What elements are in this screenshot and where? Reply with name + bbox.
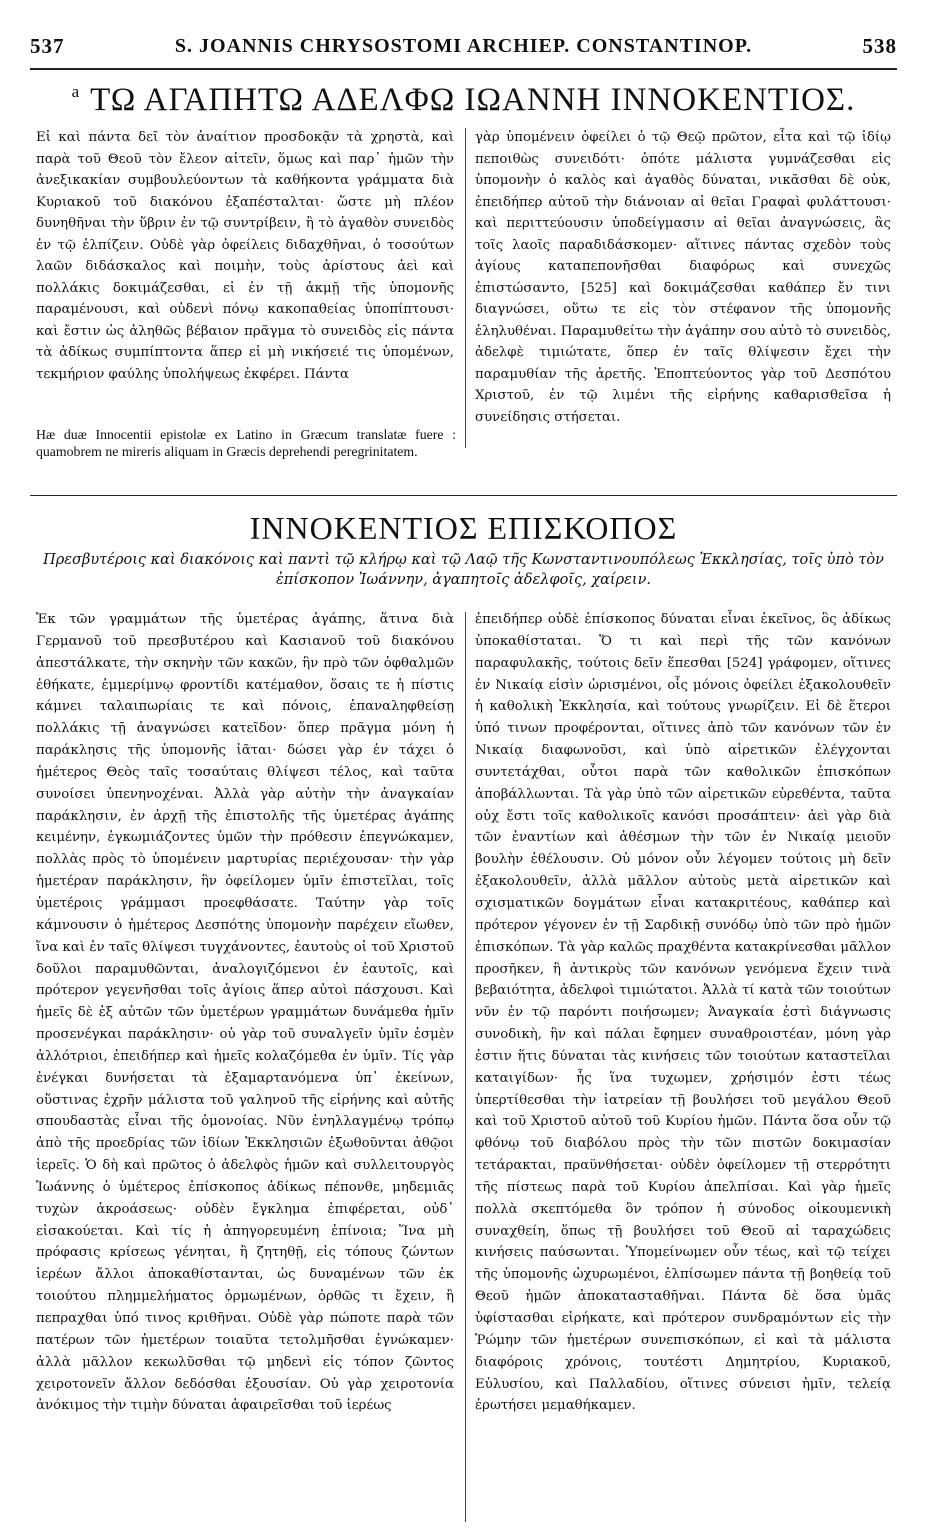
letter1-title-text: ΤΩ ΑΓΑΠΗΤΩ ΑΔΕΛΦΩ ΙΩΑΝΝΗ ΙΝΝΟΚΕΝΤΙΟΣ. [90, 82, 856, 118]
letter1-left-text: Εἰ καὶ πάντα δεῖ τὸν ἀναίτιον προσδοκᾷν τὰ χρηστὰ, καὶ παρὰ τοῦ Θεοῦ τὸν ἔλεον αἰτεῖν, ὅμως καὶ παρ᾽ ἡμῶν τὴν ἀνεξικακίαν συμβουλεύοντων τὰ καθήκοντα γράμματα διὰ Κυριακοῦ τοῦ διακόνου ἐξαπέσταλται· ὥστε μὴ πλέον δυνηθῆναι τὴν ὕβριν ἐν τῷ συντρίβειν, ἢ τὸ ἀγαθὸν συνειδὸς ἐν τῷ ἐλπίζειν. Οὐδὲ γὰρ ὀφείλεις διδαχθῆναι, ὁ τοσούτων λαῶν διδάσκαλος καὶ ποιμὴν, τοὺς ἀρίστους ἀεὶ καὶ πολλάκις δοκιμάζεσθαι, εἰ ἐν τῇ ἀκμῇ τῆς ὑπομονῆς παραμένουσι, καὶ οὐδενὶ πόνῳ κακοπαθείας ὑποπίπτουσι· καὶ ἔστιν ὡς ἀληθῶς βέβαιον πρᾶγμα τὸ συνειδὸς εἰς πάντα τὰ ἀδίκως συμπίπτοντα ἅπερ εἰ μὴ νικήσειέ τις ὑπομένων, τεκμήριον φαύλης ὑπολήψεως ἐκφέρει. Πάντα [36, 130, 454, 382]
letter1-title [0, 82, 927, 119]
column-divider [465, 128, 466, 448]
letter2-column-right [475, 609, 891, 1417]
letter2-title: ΙΝΝΟΚΕΝΤΙΟΣ ΕΠΙΣΚΟΠΟΣ [249, 510, 678, 546]
letter2-column-left [36, 609, 454, 1417]
letter1-column-right [475, 127, 891, 428]
running-title: S. JOANNIS CHRYSOSTOMI ARCHIEP. CONSTANTINOP. [174, 34, 753, 57]
section-rule [30, 495, 897, 496]
running-header [30, 28, 897, 64]
header-rule [30, 68, 897, 70]
letter1-right-text: γὰρ ὑπομένειν ὀφείλει ὁ τῷ Θεῷ πρῶτον, εἶτα καὶ τῷ ἰδίῳ πεποιθὼς συνειδότι· ὁπότε μάλιστα γυμνάζεσθαι εἰς ὑπομονὴν ὁ καλὸς καὶ ἀγαθὸς δύναται, νικᾶσθαι δὲ οὐκ, ἐπειδήπερ αὐτοῦ τὴν διάνοιαν αἱ θεῖαι Γραφαὶ φυλάττουσι· καὶ περιττεύουσιν ὑποδείγμασιν αἱ θεῖαι ἀναγνώσεις, ἃς τοῖς λαοῖς παραδιδάσκομεν· αἵτινες πάντας σχεδὸν τοὺς ἁγίους καταπεπονῆσθαι διαφόρως καὶ συνεχῶς ἐπιστώσαντο, [525] καὶ δοκιμάζεσθαι καθάπερ ἔν τινι διαγνώσει, οὕτω τε εἰς τὸν στέφανον τῆς ὑπομονῆς ἐληλυθέναι. Παραμυθείτω τὴν ἀγάπην σου αὐτὸ τὸ συνειδὸς, ἀδελφὲ τιμιώτατε, ὅπερ ἐν ταῖς θλίψεσιν ἔχει τὴν παραμυθίαν τῆς ἀρετῆς. Ἐποπτεύοντος γὰρ τοῦ Δεσπότου Χριστοῦ, ἐν τῷ λιμένι τῆς εἰρήνης καθαρισθεῖσα ἡ συνείδησις στήσεται. [475, 130, 891, 425]
letter2-address: Πρεσβυτέροις καὶ διακόνοις καὶ παντὶ τῷ κλήρῳ καὶ τῷ Λαῷ τῆς Κωνσταντινουπόλεως Ἐκκλησίας, τοῖς ὑπὸ τὸν ἐπίσκοπον Ἰωάννην, ἀγαπητοῖς ἀδελφοῖς, χαίρειν. [43, 552, 884, 588]
column-divider-2 [465, 612, 466, 1522]
page-number-right: 538 [862, 33, 897, 58]
page-number-left: 537 [30, 33, 65, 58]
letter1-column-left [36, 127, 454, 385]
letter2-right-text: ἐπειδήπερ οὐδὲ ἐπίσκοπος δύναται εἶναι ἐκεῖνος, ὃς ἀδίκως ὑποκαθίσταται. Ὅ τι καὶ περὶ τῆς τῶν κανόνων παραφυλακῆς, τούτοις δεῖν ἕπεσθαι [524] γράφομεν, οἵτινες ἐν Νικαίᾳ εἰσὶν ὡρισμένοι, οἷς μόνοις ὀφείλει ἐξακολουθεῖν ἡ καθολικὴ Ἐκκλησία, καὶ τούτους γνωρίζειν. Εἰ δὲ ἕτεροι ὑπό τινων προφέρονται, οἵτινες ἀπὸ τῶν κανόνων τῶν ἐν Νικαίᾳ διαφωνοῦσι, καὶ ὑπὸ αἱρετικῶν ἐλέγχονται συντετάχθαι, οὗτοι παρὰ τῶν καθολικῶν ἐπισκόπων ἀποβάλλωνται. Τὰ γὰρ ὑπὸ τῶν αἱρετικῶν εὑρεθέντα, ταῦτα οὐχ ἔστι τοῖς καθολικοῖς κανόσι προσάπτειν· ἀεὶ γὰρ διὰ τῶν ἐναντίων καὶ ἀθέσμων τὴν τῶν ἐν Νικαίᾳ μειοῦν βουλὴν ἐθέλουσιν. Οὐ μόνον οὖν λέγομεν τούτοις μὴ δεῖν ἐξακολουθεῖν, ἀλλὰ μᾶλλον αὐτοὺς μετὰ αἱρετικῶν καὶ σχισματικῶν δογμάτων εἶναι κατακριτέους, καθάπερ καὶ πρότερον γέγονεν ἐν τῇ Σαρδικῇ συνόδῳ ὑπὸ τῶν πρὸ ἡμῶν ἐπισκόπων. Τὰ γὰρ καλῶς πραχθέντα κατακρίνεσθαι μᾶλλον προσῆκεν, ἢ ἀντικρὺς τῶν κανόνων γενόμενα ἔχειν τινὰ βεβαιότητα, ἀδελφοὶ τιμιώτατοι. Ἀλλὰ τί κατὰ τῶν τοιούτων νῦν ἐν τῷ παρόντι ποιήσωμεν; Ἀναγκαία ἐστὶ διάγνωσις συνοδικὴ, ἣν καὶ πάλαι ἔφημεν συναθροιστέαν, μόνη γὰρ ἐστιν ἥτις δύναται τὰς κινήσεις τῶν τοιούτων καταστεῖλαι καταιγίδων· ἧς ἵνα τυχωμεν, χρήσιμόν ἐστι τέως ὑπερτίθεσθαι τὴν ἰατρείαν τῇ βουλήσει τοῦ μεγάλου Θεοῦ καὶ τοῦ Χριστοῦ αὐτοῦ τοῦ Κυρίου ἡμῶν. Πάντα ὅσα οὖν τῷ φθόνῳ τοῦ διαβόλου πρὸς τὴν τῶν πιστῶν δοκιμασίαν τετάρακται, πραϋνθήσεται· οὐδὲν ὀφείλομεν τῇ στερρότητι τῆς πίστεως παρὰ τοῦ Κυρίου ἀπελπίσαι. Καὶ γὰρ ἡμεῖς πολλὰ σκεπτόμεθα ὃν τρόπον ἡ σύνοδος οἰκουμενικὴ συναχθείη, ὅπως τῇ βουλήσει τοῦ Θεοῦ αἱ ταραχώδεις κινήσεις παύσωνται. Ὑπομείνωμεν οὖν τέως, καὶ τῷ τείχει τῆς ὑπομονῆς ὠχυρωμένοι, ἐλπίσωμεν πάντα τῇ βοηθείᾳ τοῦ Θεοῦ ἡμῶν ἀποκατασταθῆναι. Πάντα δὲ ὅσα ὑμᾶς ὑφίστασθαι εἰρήκατε, καὶ πρότερον συνδραμόντων εἰς τὴν Ῥώμην τῶν ἡμετέρων συνεπισκόπων, εἰ καὶ τὰ μάλιστα διαφόροις χρόνοις, τουτέστι Δημητρίου, Κυριακοῦ, Εὐλυσίου, καὶ Παλλαδίου, οἵτινες σύνεισι ἡμῖν, τελείᾳ ἐρωτήσει μεμαθήκαμεν. [475, 612, 891, 1414]
letter2-left-text: Ἐκ τῶν γραμμάτων τῆς ὑμετέρας ἀγάπης, ἅτινα διὰ Γερμανοῦ τοῦ πρεσβυτέρου καὶ Κασιανοῦ τοῦ διακόνου ἀπεστάλκατε, τὴν σκηνὴν τῶν κακῶν, ἣν πρὸ τῶν ὀφθαλμῶν ἐθήκατε, ἐμμερίμνῳ φροντίδι κατέμαθον, ὅσαις τε ἡ πίστις κάμνει ταλαιπωρίαις τε καὶ πόνοις, ἐπαναληφθείσῃ πολλάκις τῇ ἀναγνώσει κατεῖδον· ὅπερ πρᾶγμα μόνη ἡ παράκλησις τῆς ὑπομονῆς ἰᾶται· δώσει γὰρ ἐν τάχει ὁ ἡμέτερος Θεὸς ταῖς τοσαύταις θλίψεσι τέλος, καὶ ταῦτα συνοίσει ὑπενηνοχέναι. Ἀλλὰ γὰρ αὐτὴν τὴν ἀναγκαίαν παράκλησιν, ἐν ἀρχῇ τῆς ἐπιστολῆς τῆς ὑμετέρας ἀγάπης κειμένην, ἐγκωμιάζοντες ὑμῶν τὴν πρόθεσιν ἐπεγνώκαμεν, πολλὰς πρὸς τὸ ὑπομένειν μαρτυρίας περιέχουσαν· τὴν γὰρ ἡμετέραν παράκλησιν, ἣν ὀφείλομεν ὑμῖν ἐπιστεῖλαι, τοῖς ὑμετέροις γράμμασι προεφθάσατε. Ταύτην γὰρ τοῖς κάμνουσιν ὁ ἡμέτερος Δεσπότης ὑπομονὴν παρέχειν εἴωθεν, ἵνα καὶ ἐν ταῖς θλίψεσι τυγχάνοντες, ἑαυτοὺς οἱ τοῦ Χριστοῦ δοῦλοι παραμυθῶνται, ἀναλογιζόμενοι ἐν ἑαυτοῖς, καὶ πρότερον γεγενῆσθαι τοῖς ἁγίοις ἅπερ αὐτοὶ πάσχουσι. Καὶ ἡμεῖς δὲ ἐξ αὐτῶν τῶν ὑμετέρων γραμμάτων δυνάμεθα ἡμῖν προσενέγκαι παράκλησιν· οὐ γὰρ τοῦ συναλγεῖν ὑμῖν ἐσμὲν ἀλλότριοι, ἐπειδήπερ καὶ ἡμεῖς κολαζόμεθα ἐν ὑμῖν. Τίς γὰρ ἐνέγκαι δυνήσεται τὰ ἐξαμαρτανόμενα ὑπ᾽ ἐκείνων, οὕστινας ἐχρῆν μάλιστα τοῦ γαληνοῦ τῆς εἰρήνης καὶ αὐτῆς σπουδαστὰς εἶναι τῆς ὁμονοίας. Νῦν ἐνηλλαγμένῳ τρόπῳ ἀπὸ τῆς προεδρίας τῶν ἰδίων Ἐκκλησιῶν ἐξωθοῦνται ἀθῷοι ἱερεῖς. Ὁ δὴ καὶ πρῶτος ὁ ἀδελφὸς ἡμῶν καὶ συλλειτουργὸς Ἰωάννης ὁ ὑμέτερος ἐπίσκοπος ἀδίκως πέπονθε, μηδεμιᾶς τυχὼν ἀκροάσεως· οὐδὲν ἔγκλημα ἐπιφέρεται, οὐδ᾽ εἰσακούεται. Καὶ τίς ἡ ἀπηγορευμένη ἐπίνοια; Ἵνα μὴ πρόφασις κρίσεως γένηται, ἢ ζητηθῇ, εἰς τόπους ζώντων ἱερέων ἄλλοι ἀποκαθίστανται, ὡς δυναμένων τῶν ἐκ τοιούτου πλημμελήματος ὁρμωμένων, ὀρθῶς τι ἔχειν, ἢ πεπραχθαι ὑπό τινος κριθῆναι. Οὐδὲ γὰρ πώποτε παρὰ τῶν πατέρων τῶν ἡμετέρων τοιαῦτα τετολμῆσθαι ἐγνώκαμεν· ἀλλὰ μᾶλλον κεκωλῦσθαι τῷ μηδενὶ εἰς τόπον ζῶντος χειροτονεῖν ἄλλον δεδόσθαι ἐξουσίαν. Οὐ γὰρ χειροτονία ἀνόκιμος τὴν τιμὴν δύναται ἀφαιρεῖσθαι τοῦ ἱερέως [36, 612, 454, 1414]
footnote-marker: a [71, 82, 81, 101]
footnote: Hæ duæ Innocentii epistolæ ex Latino in Græcum translatæ fuere : quamobrem ne mireris aliquam in Græcis deprehendi peregrinitatem. [36, 427, 456, 459]
